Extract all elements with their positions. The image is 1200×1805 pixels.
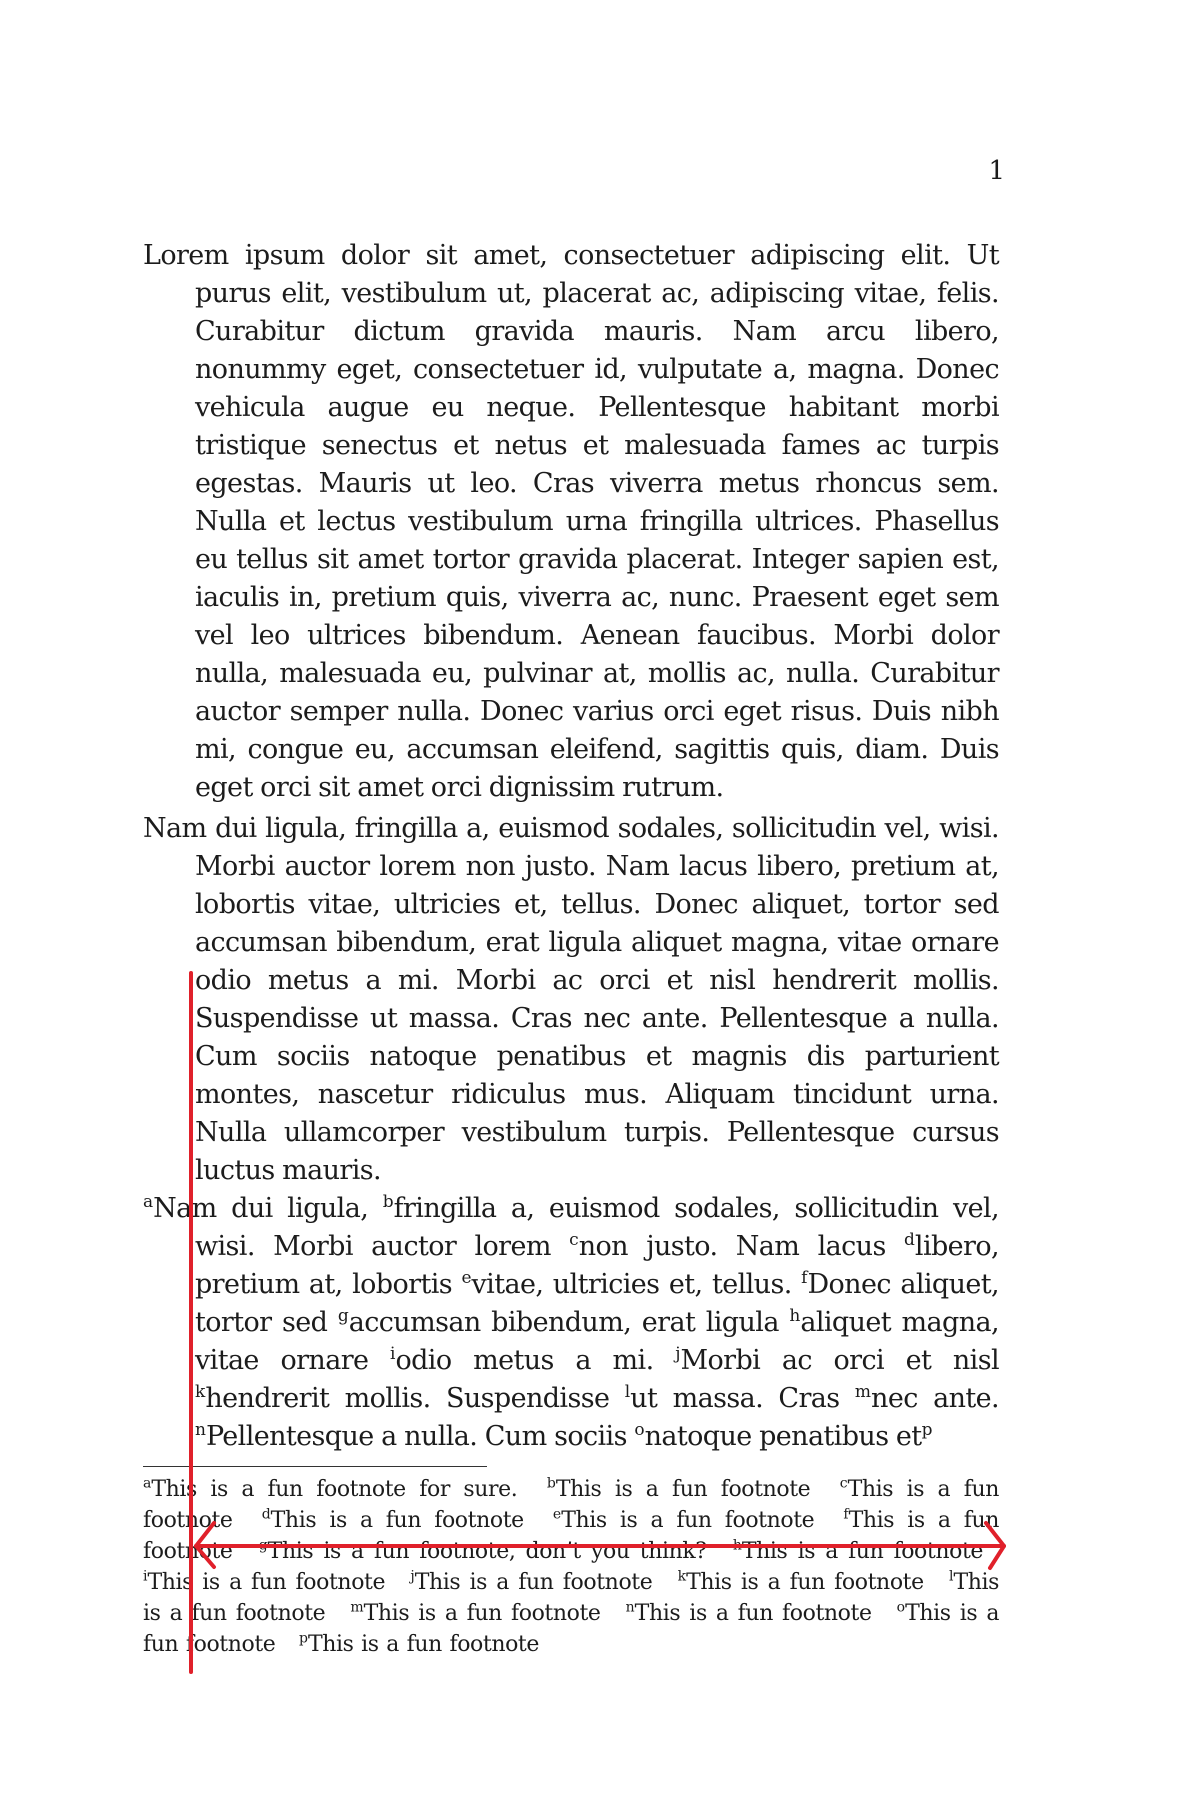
footnote: $^p$This is a fun footnote xyxy=(299,1630,539,1657)
paragraph-2: Nam dui ligula, fringilla a, euismod sodales, sollicitudin vel, wisi. Morbi auctor lorem non justo. Nam lacus libero, pretium at, lobortis vitae, ultricies et, tellus. Donec aliquet, tortor sed accumsan bibendum, erat ligula aliquet magna, vitae ornare odio metus a mi. Morbi ac orci et nisl hendrerit mollis. Suspendisse ut massa. Cras nec ante. Pellentesque a nulla. Cum sociis natoque penatibus et magnis dis parturient montes, nascetur ridiculus mus. Aliquam tincidunt urna. Nulla ullamcorper vestibulum turpis. Pellentesque cursus luctus mauris. xyxy=(143,813,999,1186)
footnote: $^f$This is a fun footnote xyxy=(143,1506,1000,1564)
footnote: $^c$This is a fun footnote xyxy=(143,1475,1000,1533)
footnote-ref[interactable]: l xyxy=(624,1382,631,1402)
footnote-ref[interactable]: n xyxy=(195,1420,206,1440)
footnote-ref[interactable]: e xyxy=(461,1268,472,1288)
footnote: $^o$This is a fun footnote xyxy=(143,1599,1000,1657)
footnote: $^b$This is a fun footnote xyxy=(546,1475,811,1502)
footnote-ref[interactable]: g xyxy=(337,1306,349,1326)
footnote: $^n$This is a fun footnote xyxy=(625,1599,872,1626)
annotated-segment: $^o$natoque penatibus et xyxy=(634,1420,922,1452)
footnote: $^j$This is a fun footnote xyxy=(410,1568,653,1595)
footnote: $^m$This is a fun footnote xyxy=(350,1599,601,1626)
footnote-ref[interactable]: a xyxy=(143,1192,154,1212)
annotated-segment xyxy=(922,1421,933,1452)
footnote: $^i$This is a fun footnote xyxy=(143,1568,386,1595)
footnote-ref[interactable]: d xyxy=(904,1230,915,1250)
paragraph-1: Lorem ipsum dolor sit amet, consectetuer adipiscing elit. Ut purus elit, vestibulum ut, placerat ac, adipiscing vitae, felis. Curabitur dictum gravida mauris. Nam arcu libero, nonummy eget, consectetuer id, vulputate a, magna. Donec vehicula augue eu neque. Pellentesque habitant morbi tristique senectus et netus et malesuada fames ac turpis egestas. Mauris ut leo. Cras viverra metus rhoncus sem. Nulla et lectus vestibulum urna fringilla ultrices. Phasellus eu tellus sit amet tortor gravida placerat. Integer sapien est, iaculis in, pretium quis, viverra ac, nunc. Praesent eget sem vel leo ultrices bibendum. Aenean faucibus. Morbi dolor nulla, malesuada eu, pulvinar at, mollis ac, nulla. Curabitur auctor semper nulla. Donec varius orci eget risus. Duis nibh mi, congue eu, accumsan eleifend, sagittis quis, diam. Duis eget orci sit amet orci dignissim rutrum. xyxy=(143,240,999,803)
annotated-segment: $^g$accumsan bibendum, erat ligula xyxy=(337,1306,790,1338)
footnote-ref[interactable]: j xyxy=(675,1344,681,1364)
annotated-segment: $^c$non justo. Nam lacus xyxy=(569,1230,905,1262)
footnote: $^a$This is a fun footnote for sure. xyxy=(143,1475,518,1502)
footnote-ref[interactable]: c xyxy=(569,1230,579,1250)
footnote-ref[interactable]: o xyxy=(634,1420,645,1440)
footnote-ref[interactable]: m xyxy=(854,1382,872,1402)
footnote: $^h$This is a fun footnote xyxy=(732,1537,984,1564)
annotated-segment: $^h$aliquet magna, vitae ornare xyxy=(195,1306,1000,1376)
annotated-paragraph xyxy=(143,1190,999,1456)
footnote: $^g$This is a fun footnote, don’t you think? xyxy=(258,1537,707,1564)
footnote-ref[interactable]: f xyxy=(801,1268,808,1288)
annotated-segment: $^m$nec ante. xyxy=(854,1382,999,1414)
footnote: $^e$This is a fun footnote xyxy=(552,1506,815,1533)
footnote-ref[interactable]: p xyxy=(921,1420,933,1440)
annotated-segment: $^a$Nam dui ligula, xyxy=(143,1192,383,1224)
annotated-segment: $^k$hendrerit mollis. Suspendisse xyxy=(195,1382,625,1414)
footnote-ref[interactable]: h xyxy=(789,1306,801,1326)
annotated-segment: $^b$fringilla a, euismod sodales, sollicitudin vel, wisi. Morbi auctor lorem xyxy=(195,1192,999,1262)
footnote-ref[interactable]: i xyxy=(390,1344,396,1364)
footnote: $^l$This is a fun footnote xyxy=(143,1568,1000,1626)
footnotes xyxy=(143,1474,999,1660)
footnote: $^d$This is a fun footnote xyxy=(261,1506,524,1533)
annotated-segment: $^i$odio metus a mi. xyxy=(390,1344,676,1376)
footnote-ref[interactable]: b xyxy=(382,1192,394,1212)
annotated-segment: $^j$Morbi ac orci et nisl xyxy=(675,1344,1000,1376)
footnote-rule xyxy=(143,1466,487,1467)
annotated-segment: $^n$Pellentesque a nulla. Cum sociis xyxy=(195,1420,635,1452)
annotated-segment: $^f$Donec aliquet, tortor sed xyxy=(195,1268,999,1338)
annotated-segment: $^d$libero, pretium at, lobortis xyxy=(195,1230,999,1300)
footnote: $^k$This is a fun footnote xyxy=(677,1568,924,1595)
footnote-ref[interactable]: k xyxy=(195,1382,206,1402)
annotated-segment: $^e$vitae, ultricies et, tellus. xyxy=(461,1268,802,1300)
page-number: 1 xyxy=(988,156,1005,186)
annotated-segment: $^l$ut massa. Cras xyxy=(624,1382,855,1414)
